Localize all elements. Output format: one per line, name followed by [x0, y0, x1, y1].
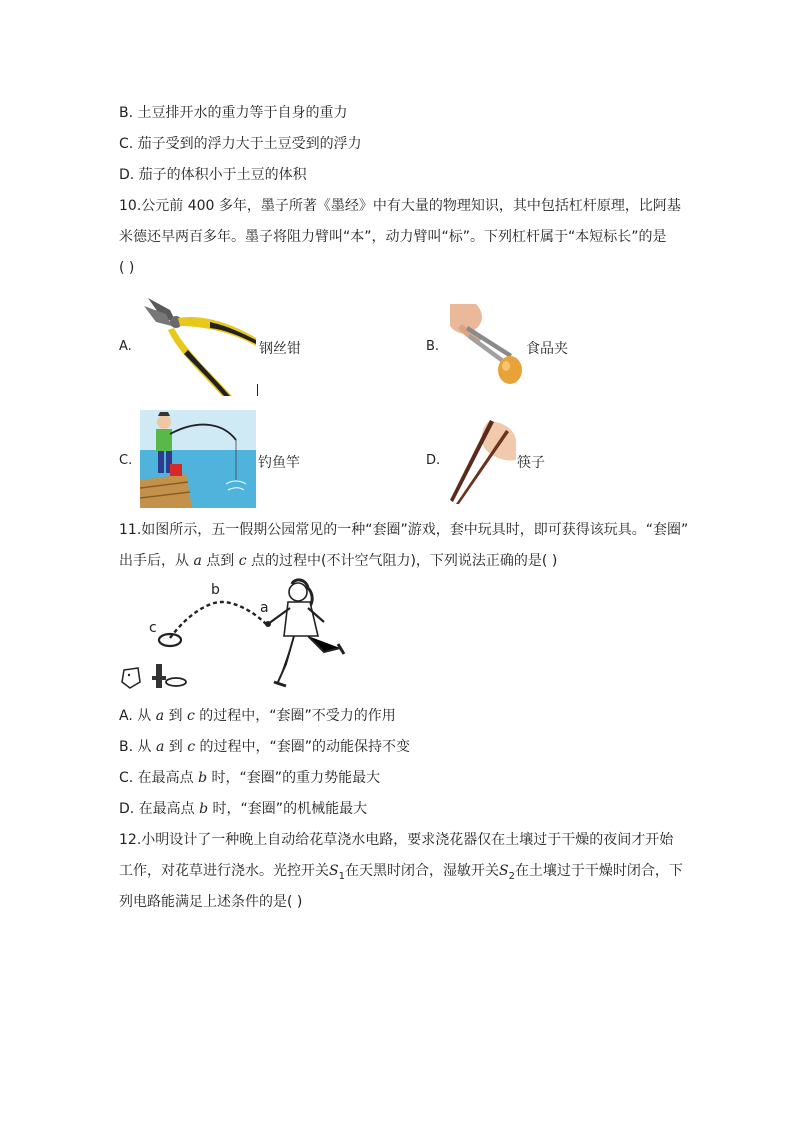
q11-option-d: D. 在最高点 b 时，“套圈”的机械能最大 [119, 801, 368, 817]
q10-option-c-letter: C. [119, 453, 133, 468]
fishing-rod-image [140, 410, 256, 508]
q9-option-b: B. 土豆排开水的重力等于自身的重力 [119, 105, 348, 121]
q10-option-a-letter: A. [119, 339, 132, 354]
chopsticks-image [448, 416, 516, 504]
q9-option-d: D. 茄子的体积小于土豆的体积 [119, 167, 307, 183]
q10-option-b-letter: B. [426, 339, 440, 354]
food-tongs-image [446, 304, 524, 386]
q12-line1: 12.小明设计了一种晚上自动给花草浇水电路，要求浇花器仅在土壤过于干燥的夜间才开始 [119, 832, 674, 848]
q10-stem-line2: 米德还早两百多年。墨子将阻力臂叫“本”，动力臂叫“标”。下列杠杆属于“本短标长”的是 [119, 229, 667, 245]
q11-stem-line1: 11.如图所示，五一假期公园常见的一种“套圈”游戏，套中玩具时，即可获得该玩具。“套圈” [119, 522, 689, 538]
q10-option-a-label: 钢丝钳 [259, 341, 301, 357]
q11-option-a: A. 从 a 到 c 的过程中，“套圈”不受力的作用 [119, 708, 396, 724]
q12-line2: 工作，对花草进行浇水。光控开关$S_1$在天黑时闭合，湿敏开关$S_2$在土壤过于干燥时闭合，下 [119, 863, 683, 882]
figure-label-c: c [149, 620, 157, 636]
q9-option-c: C. 茄子受到的浮力大于土豆受到的浮力 [119, 136, 362, 152]
figure-label-a: a [260, 600, 269, 616]
figure-label-b: b [211, 582, 220, 598]
q11-option-c: C. 在最高点 b 时，“套圈”的重力势能最大 [119, 770, 381, 786]
q11-stem-line2: 出手后，从 a 点到 c 点的过程中(不计空气阻力)，下列说法正确的是( ) [119, 553, 558, 569]
pliers-image [140, 292, 260, 396]
q10-option-b-label: 食品夹 [526, 341, 568, 357]
q10-option-d-label: 筷子 [517, 455, 545, 471]
q10-option-d-letter: D. [426, 453, 441, 468]
q10-option-c-label: 钓鱼竿 [258, 455, 300, 471]
q10-stem-line1: 10.公元前 400 多年，墨子所著《墨经》中有大量的物理知识，其中包括杠杆原理，比阿基 [119, 198, 681, 214]
ring-toss-figure [118, 578, 350, 694]
q12-line3: 列电路能满足上述条件的是( ) [119, 894, 303, 910]
q10-stem-line3: ( ) [119, 260, 135, 276]
q11-option-b: B. 从 a 到 c 的过程中，“套圈”的动能保持不变 [119, 739, 411, 755]
